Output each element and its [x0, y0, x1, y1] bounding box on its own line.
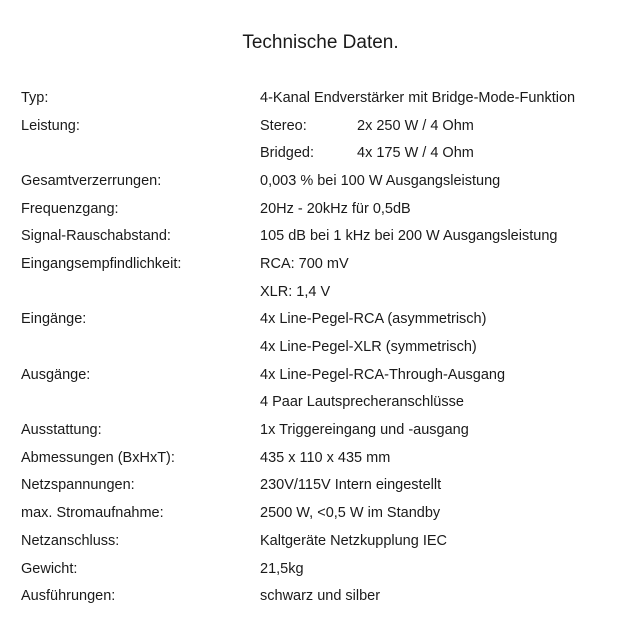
spec-row — [21, 527, 621, 555]
spec-value: Kaltgeräte Netzkupplung IEC — [260, 532, 447, 549]
spec-value: 4x Line-Pegel-XLR (symmetrisch) — [260, 339, 477, 356]
spec-value: 2x 250 W / 4 Ohm — [357, 117, 474, 134]
spec-value-cell — [260, 173, 621, 189]
spec-value-cell — [260, 394, 621, 410]
spec-sublabel: Bridged: — [260, 145, 315, 162]
spec-row — [21, 555, 621, 583]
spec-value: 105 dB bei 1 kHz bei 200 W Ausgangsleistung — [260, 228, 558, 245]
spec-row — [21, 582, 621, 610]
page-title: Technische Daten. — [242, 32, 399, 53]
spec-label: Netzspannungen: — [21, 477, 135, 494]
spec-value: XLR: 1,4 V — [260, 283, 331, 300]
spec-label: Abmessungen (BxHxT): — [21, 449, 175, 466]
spec-value: 21,5kg — [260, 560, 304, 577]
spec-label: Eingänge: — [21, 311, 87, 328]
spec-label: Netzanschluss: — [21, 532, 120, 549]
spec-value: RCA: 700 mV — [260, 255, 349, 272]
spec-value-cell — [260, 477, 621, 493]
spec-label: Ausstattung: — [21, 422, 102, 439]
spec-value: 4 Paar Lautsprecheranschlüsse — [260, 394, 464, 411]
spec-value: 1x Triggereingang und -ausgang — [260, 422, 469, 439]
spec-row — [21, 499, 621, 527]
spec-value-cell — [260, 561, 621, 577]
spec-value-cell — [260, 505, 621, 521]
spec-value-cell — [260, 311, 621, 327]
spec-value: 435 x 110 x 435 mm — [260, 449, 391, 466]
spec-value: 2500 W, <0,5 W im Standby — [260, 505, 441, 522]
spec-row — [21, 112, 621, 140]
spec-label: Gewicht: — [21, 560, 78, 577]
spec-value: 230V/115V Intern eingestellt — [260, 477, 442, 494]
spec-label: max. Stromaufnahme: — [21, 505, 164, 522]
spec-label: Eingangsempfindlichkeit: — [21, 255, 182, 272]
spec-row — [21, 444, 621, 472]
spec-label: Leistung: — [21, 117, 80, 134]
spec-value-cell — [260, 367, 621, 383]
spec-row — [21, 139, 621, 167]
spec-row — [21, 84, 621, 112]
spec-label: Ausgänge: — [21, 366, 91, 383]
spec-table — [21, 84, 621, 610]
spec-value: 4-Kanal Endverstärker mit Bridge-Mode-Funktion — [260, 89, 576, 106]
spec-row — [21, 361, 621, 389]
spec-row — [21, 472, 621, 500]
spec-label: Typ: — [21, 89, 49, 106]
spec-row — [21, 416, 621, 444]
spec-value-cell — [260, 201, 621, 217]
spec-value-cell — [260, 256, 621, 272]
spec-value-cell — [260, 588, 621, 604]
spec-value-cell — [260, 118, 621, 134]
spec-value-cell — [260, 90, 621, 106]
spec-row — [21, 278, 621, 306]
spec-row — [21, 250, 621, 278]
spec-sublabel: Stereo: — [260, 117, 307, 134]
spec-label: Signal-Rauschabstand: — [21, 228, 171, 245]
spec-value: 4x Line-Pegel-RCA (asymmetrisch) — [260, 311, 487, 328]
spec-value: 4x Line-Pegel-RCA-Through-Ausgang — [260, 366, 506, 383]
spec-value-cell — [260, 284, 621, 300]
spec-label: Gesamtverzerrungen: — [21, 172, 162, 189]
spec-label: Ausführungen: — [21, 588, 116, 605]
spec-value-cell — [260, 533, 621, 549]
spec-value-cell — [260, 339, 621, 355]
spec-value-cell — [260, 228, 621, 244]
spec-value: 0,003 % bei 100 W Ausgangsleistung — [260, 172, 501, 189]
spec-value-cell — [260, 422, 621, 438]
spec-value-cell — [260, 450, 621, 466]
spec-row — [21, 195, 621, 223]
spec-row — [21, 389, 621, 417]
spec-row — [21, 306, 621, 334]
spec-row — [21, 333, 621, 361]
spec-row — [21, 222, 621, 250]
spec-value: schwarz und silber — [260, 588, 381, 605]
spec-value: 4x 175 W / 4 Ohm — [357, 145, 474, 162]
spec-value-cell — [260, 145, 621, 161]
spec-row — [21, 167, 621, 195]
spec-label: Frequenzgang: — [21, 200, 119, 217]
spec-value: 20Hz - 20kHz für 0,5dB — [260, 200, 411, 217]
